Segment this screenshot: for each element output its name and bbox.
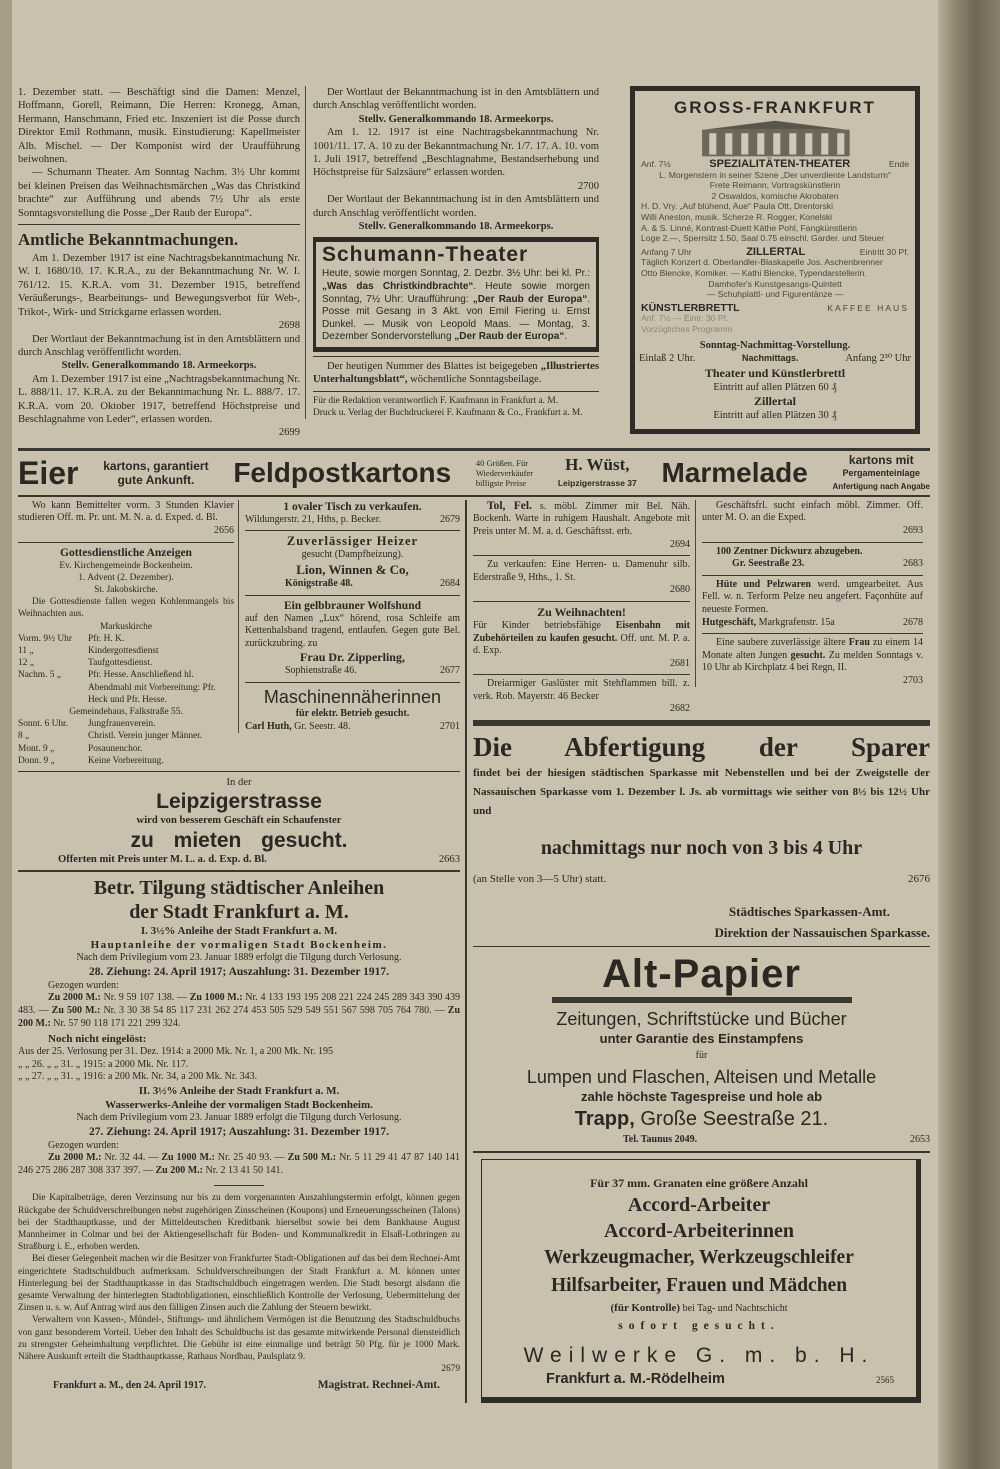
- altpapier-ad: [473, 951, 930, 1146]
- service-time: Vorm. 9½ Uhr: [18, 633, 72, 644]
- service-desc: Pfr. Hesse. Anschließend hl. Abendmahl mit Vorbereitung: Pfr. Heck und Pfr. Hesse.: [88, 670, 216, 705]
- zillertal-title: ZILLERTAL: [746, 245, 806, 258]
- play-title: „Der Raub der Europa“: [454, 331, 565, 343]
- ad-number: 2703: [903, 674, 923, 686]
- venue-title: Theater und Künstlerbrettl: [704, 365, 846, 380]
- banner-address: Leipzigerstrasse 37: [557, 478, 637, 489]
- theater-title: SPEZIALITÄTEN-THEATER: [709, 158, 851, 170]
- banner-wuest: H. Wüst,: [565, 455, 630, 475]
- amtliche-continued: [313, 86, 599, 233]
- ad-text: Zeitungen, Schriftstücke und Bücher: [556, 1009, 847, 1030]
- service-time: Nachm. 5 „: [18, 670, 61, 681]
- play-title: „Der Raub der Europa“: [472, 293, 588, 305]
- drawn-numbers: Nr. 4 133 193 195 208 221 224 245 289 343 390 439 483. —: [18, 992, 460, 1016]
- ad-number: 2700: [577, 180, 599, 192]
- service-time: 12 „: [18, 658, 34, 669]
- top-column-2: [305, 86, 605, 419]
- right-column: [465, 500, 930, 1403]
- drawing-date: 28. Ziehung: 24. April 1917; Auszahlung: 31. Dezember 1917.: [88, 965, 390, 978]
- program-line: Anf. 7½ — Eintr. 30 Pf.: [641, 313, 729, 324]
- program-line: A. & S. Linné, Kontrast-Duett Käthe Pohl, Fangkünstlerin: [641, 222, 857, 233]
- denomination: Zu 2000 M.:: [48, 1152, 102, 1164]
- ad-headline: Werkzeugmacher, Werkzeugschleifer: [544, 1246, 854, 1268]
- theater-note-1: 1. Dezember statt. — Beschäftigt sind die Damen: Menzel, Hoffmann, Gorell, Reimann, Die Herren: Kronegg, Aman, Hermann, Hanschmann, Fried etc. Inszeniert ist die Posse durch Direktor Emil Rothmann, musik. Einstudierung: Kapellmeister Alb. Mischel. — Der Komponist wird der Uraufführung beiwohnen.: [18, 87, 300, 166]
- venue-title: Zillertal: [754, 394, 796, 409]
- ad-text: . Posse mit Gesang in 3 Akt. von Emil Fiering u. Ernst Dunkel. — Musik von Leopold Maas. — Montag, 3. Dezember Sondervorstellung: [322, 293, 590, 343]
- admission: Eintritt auf allen Plätzen 30 ₰: [713, 410, 837, 422]
- ad-title: Schumann-Theater: [322, 243, 529, 267]
- ad-number: 2653: [910, 1134, 930, 1146]
- service-schedule: [18, 718, 234, 767]
- notice-text: Der Wortlaut der Bekanntmachung ist in den Amtsblättern und durch Anschlag veröffentlicht worden.: [313, 194, 599, 219]
- notice-signature: Städtisches Sparkassen-Amt.: [728, 904, 890, 920]
- ad-headline: Accord-Arbeiter: [627, 1193, 771, 1216]
- ad-title: Hüte und Pelzwaren: [716, 578, 811, 590]
- drawn-numbers: Nr. 9 59 107 138. —: [103, 992, 190, 1004]
- ad-text: auf den Namen „Lux“ hörend, rosa Schleife am Kettenhalsband tragend, entlaufen. Gegen gute Bel. zurückzubring. zu: [245, 612, 460, 649]
- theater-notes: [18, 86, 300, 220]
- banner-text: Pergamenteinlage: [842, 467, 921, 478]
- ad-highlight: gesucht.: [790, 649, 826, 661]
- ad-number: 2699: [278, 427, 300, 439]
- loan-subtitle: Wasserwerks-Anleihe der vormaligen Stadt Bockenheim.: [105, 1098, 373, 1111]
- admission: Eintritt 30 Pf.: [859, 246, 909, 257]
- banner-feldpostkartons: Feldpostkartons: [233, 456, 452, 488]
- ad-address: Sophienstraße 46.: [285, 665, 357, 677]
- ad-number: 2681: [670, 657, 690, 669]
- banner-text: 40 Größen. Für: [475, 457, 529, 468]
- ad-title: Tol, Fel.: [487, 499, 532, 512]
- ad-address: Frankfurt a. M.-Rödelheim: [546, 1370, 725, 1387]
- tilgung-notice: [18, 876, 460, 1393]
- ad-text: für elektr. Betrieb gesucht.: [295, 707, 410, 719]
- entry-time: Einlaß 2 Uhr.: [639, 353, 696, 365]
- ad-text: . Heute sowie morgen Sonntag, 7½ Uhr: Uraufführung:: [322, 281, 590, 305]
- banner-text: Anfertigung nach Angabe: [832, 481, 930, 491]
- note-text: wöchentliche Sonntagsbeilage.: [407, 374, 542, 386]
- denomination: Zu 2000 M.:: [48, 992, 101, 1004]
- theater-building-illustration: [675, 119, 875, 159]
- program-line: Frete Reimann, Vortragskünstlerin: [709, 180, 841, 191]
- ad-address: Wildungerstr. 21, Hths, p. Becker.: [245, 513, 381, 525]
- notice-text: Am 1. Dezember 1917 ist eine Nachtragsbekanntmachung Nr. W. I. 1680/10. 17. K.R.A., zu der Bekanntmachung Nr. W. I. 761/12. 15. K.R.A. vom 31. Dezember 1915, betreffend Veräußerungs-, Bearbeitungs- und Bewegungsverbot für Web-, Trikot-, Wirk- und Strickgarne erlassen worden.: [18, 253, 300, 318]
- drawn-numbers: Nr. 3 30 38 54 85 117 231 262 274 453 505 529 549 551 567 598 705 764 780. —: [103, 1004, 448, 1016]
- notice-heading: Betr. Tilgung städtischer Anleihen: [93, 877, 385, 900]
- ad-text: Offerten mit Preis unter M. L. a. d. Exp. d. Bl.: [58, 853, 267, 865]
- ad-text: s. möbl. Zimmer mit Bel. Näh. Bockenh. Warte in ruhigem Haushalt. Angebote mit Preis unter M. M. a. d. Geschäftsst. erb.: [473, 500, 690, 537]
- end-time: Ende: [888, 159, 909, 169]
- ad-text: Wo kann Bemittelter vorm. 3 Stunden Klavier studieren Off. m. Pr. unt. M. N. a. d. Exped. d. Bl.: [18, 499, 234, 524]
- notice-text: Verwaltern von Kassen-, Mündel-, Stiftungs- und ähnlichem Vermögen ist die Benutzung des Stadtschuldbuchs von ganz besonderem Vorteil. Ueber den Inhalt des Schuldbuchs ist das gesamte mitwirkende Personal diensteidlich zu strengster Geheimhaltung verpflichtet. Die Gebühr ist eine einmalige und beträgt 50 Pfg. für je 1000 Mark. Nähere Auskunft erteilt die Stadthauptkasse, Rathaus Nordbau, Paulsplatz 9.: [18, 1315, 460, 1362]
- drawn-numbers: Nr. 57 90 118 171 221 299 324.: [53, 1017, 181, 1029]
- notice-text: Gezogen wurden:: [48, 1139, 119, 1151]
- ad-number: 2663: [438, 853, 460, 865]
- ad-number: 2656: [214, 524, 234, 536]
- section-heading: Amtliche Bekanntmachungen.: [18, 230, 239, 250]
- imprint: [313, 395, 599, 419]
- denomination: Zu 200 M.:: [18, 1004, 461, 1029]
- ad-title: Zu Weihnachten!: [537, 604, 626, 619]
- notice-heading: der Stadt Frankfurt a. M.: [129, 901, 349, 924]
- denomination: Zu 200 M.:: [155, 1164, 203, 1176]
- drawn-numbers: Nr. 2 13 41 50 141.: [205, 1164, 283, 1176]
- ad-text: Off. unt. M. P. a. d. Exp.: [473, 632, 690, 657]
- ad-title: Maschinennäherinnen: [263, 686, 442, 707]
- classifieds-left-b: [238, 500, 460, 733]
- sparkasse-notice: [473, 730, 930, 942]
- notice-text: Die Kapitalbeträge, deren Verzinsung nur bis zu dem vorgenannten Auszahlungstermin erfolgt, können gegen Rückgabe der Schuldverschreibungen nebst zugehörigen Zinsscheinen (Koupons) und Erneuerungsscheinen (Talons) bei der Stadthauptkasse, und der Mitteldeutschen Kreditbank hierselbst sowie bei dem Bankhause August Mannheimer in Colmar und bei der Aktiengesellschaft für Boden- und Kommunalkredit in Elsaß-Lothringen zu Straßburg i. E., erhoben werden.: [18, 1193, 460, 1253]
- notice-signature: Stellv. Generalkommando 18. Armeekorps.: [358, 221, 554, 233]
- ad-title: Leipzigerstrasse: [156, 790, 322, 814]
- ad-address: Gr. Seestraße 23.: [732, 558, 805, 570]
- amtliche-bekanntmachungen: [18, 228, 300, 440]
- ad-text: gesucht (Dampfheizung).: [301, 549, 404, 561]
- ad-name: Frau Dr. Zipperling,: [300, 650, 405, 665]
- ad-highlight: Frau: [848, 637, 870, 649]
- ad-text: bei Tag- und Nachtschicht: [680, 1302, 788, 1314]
- notice-text: Nach dem Privilegium vom 23. Januar 1889 erfolgt die Tilgung durch Verlosung.: [76, 952, 402, 964]
- page-edge-left: [0, 0, 12, 1469]
- service-desc: Pfr. H. K.: [88, 633, 125, 644]
- ad-text: sofort gesucht.: [618, 1319, 780, 1332]
- ad-text: Heute, sowie morgen Sonntag, 2. Dezbr. 3½ Uhr: bei kl. Pr.:: [322, 268, 590, 280]
- ad-number: 2694: [670, 538, 690, 550]
- ad-address: Königstraße 48.: [285, 577, 353, 589]
- notice-text: Am 1. Dezember 1917 ist eine „Nachtragsbekanntmachung Nr. L. 888/11. 17. K.R.A. zu der Bekanntmachung Nr. L. 888/7. 17. K.R.A. vom 20. Oktober 1917, betreffend Höchstpreise und Beschlagnahme von Leder“, erlassen worden.: [18, 373, 300, 425]
- service-time: Sonnt. 6 Uhr.: [18, 719, 69, 730]
- notice-text: (an Stelle von 3—5 Uhr) statt.: [473, 873, 607, 886]
- kuenstlerbrettl-title: KÜNSTLERBRETTL: [641, 301, 740, 314]
- gross-frankfurt-ad: [630, 86, 920, 434]
- banner-text: kartons, garantiert: [103, 458, 209, 473]
- ad-headline: zu mieten gesucht.: [130, 828, 348, 852]
- ad-text: Dreiarmiger Gaslüster mit Stehflammen bill. z. verk. Rob. Mayerstr. 46 Becker: [473, 678, 690, 702]
- ad-number: 2693: [903, 524, 923, 536]
- ad-highlight: Eisenbahn mit Zubehörteilen zu kaufen gesucht.: [473, 619, 690, 644]
- program-line: Täglich Konzert d. Oberlandler-Blaskapelle Jos. Aschenbrenner: [641, 257, 883, 268]
- service-desc: Keine Vorbereitung.: [88, 755, 164, 766]
- theater-note-2: — Schumann Theater. Am Sonntag Nachm. 3½ Uhr kommt bei kleinen Preisen das Weihnachtsmärchen „Was das Christkind brachte“ zur Aufführung und abends 7½ Uhr als erste Sonntagsvorstellung die Posse „Der Raub der Europa“.: [18, 167, 300, 219]
- church-line: 1. Advent (2. Dezember).: [78, 572, 174, 583]
- service-time: 8 „: [18, 731, 30, 742]
- notice-text: Nach dem Privilegium vom 23. Januar 1889 erfolgt die Tilgung durch Verlosung.: [76, 1111, 402, 1123]
- ad-text: (für Kontrolle): [610, 1301, 681, 1314]
- weilwerke-ad: [481, 1159, 921, 1403]
- denomination: Zu 500 M.:: [287, 1152, 337, 1164]
- top-column-1: [18, 86, 305, 440]
- loan-subtitle: Hauptanleihe der vormaligen Stadt Bockenheim.: [90, 939, 388, 952]
- ad-text: Für Kinder betriebsfähige: [473, 619, 616, 631]
- beilage-note: [313, 360, 599, 387]
- ad-text: werd. umgearbeitet. Aus Fell. w. n. Terform Pelze neu angefert. Façonhüte auf neueste Formen.: [702, 578, 923, 615]
- drawing-date: 27. Ziehung: 24. April 1917; Auszahlung: 31. Dezember 1917.: [88, 1125, 390, 1138]
- ad-title: Alt-Papier: [602, 952, 801, 997]
- ad-number: 2683: [903, 558, 923, 570]
- ad-address: Große Seestraße 21.: [634, 1108, 829, 1131]
- notice-text: Gezogen wurden:: [48, 979, 119, 991]
- ad-text: Für 37 mm. Granaten eine größere Anzahl: [590, 1175, 808, 1190]
- service-time: Mont. 9 „: [18, 743, 55, 754]
- ad-number: 2677: [440, 665, 460, 677]
- ad-number: 2680: [670, 584, 690, 596]
- loan-title: I. 3½% Anleihe der Stadt Frankfurt a. M.: [140, 925, 338, 938]
- denomination: Zu 500 M.:: [51, 1004, 101, 1016]
- ad-number: 2679: [440, 513, 460, 525]
- ad-text: zahle höchste Tagespreise und hole ab: [580, 1089, 823, 1105]
- service-desc: Christl. Verein junger Männer.: [88, 731, 203, 742]
- service-desc: Kindergottesdienst: [88, 645, 159, 656]
- ad-title: Zuverlässiger Heizer: [286, 534, 419, 549]
- imprint-line: Druck u. Verlag der Buchdruckerei F. Kaufmann & Co., Frankfurt a. M.: [313, 408, 583, 419]
- ad-address: Gr. Seestr. 48.: [294, 720, 351, 732]
- top-section: [18, 86, 930, 440]
- service-desc: Taufgottesdienst.: [88, 658, 153, 669]
- start-time: Anfang 7 Uhr: [641, 246, 692, 257]
- ad-text: unter Garantie des Einstampfens: [599, 1031, 804, 1047]
- program-line: 2 Oswaldos, komische Akrobaten: [711, 190, 839, 201]
- church-line: Ev. Kirchengemeinde Bockenheim.: [59, 560, 193, 571]
- advertising-banner: [18, 448, 930, 497]
- unredeemed-row: „ „ 27. „ „ 31. „ 1916: a 200 Mk. Nr. 34, a 200 Mk. Nr. 343.: [18, 1071, 258, 1083]
- drawn-numbers: Nr. 32 44. —: [104, 1152, 162, 1164]
- church-notices-title: Gottesdienstliche Anzeigen: [60, 546, 192, 559]
- notice-heading: Die Abfertigung der Sparer: [473, 732, 930, 763]
- denomination: Zu 1000 M.:: [161, 1152, 215, 1164]
- notice-signature: Direktion der Nassauischen Sparkasse.: [714, 925, 930, 941]
- notice-signature: Stellv. Generalkommando 18. Armeekorps.: [61, 360, 257, 372]
- ad-firm: Hutgeschäft,: [702, 616, 757, 628]
- program-line: Willi Aneston, musik. Scherze R. Rogger, Konelski: [641, 211, 833, 222]
- notice-headline: nachmittags nur noch von 3 bis 4 Uhr: [540, 837, 863, 860]
- ad-text: .: [564, 331, 568, 343]
- theater-logo: GROSS-FRANKFURT: [674, 98, 876, 117]
- program-line: H. D. Vry. „Auf blühend, Aue“ Paula Ott, Drentorski: [641, 201, 834, 212]
- service-desc: Posaunenchor.: [88, 743, 143, 754]
- ad-headline: Accord-Arbeiterinnen: [604, 1219, 794, 1242]
- ad-address: Markgrafenstr. 15a: [756, 616, 835, 628]
- ad-number: 2682: [670, 703, 690, 715]
- prices-line: Loge 2.—, Sperrsitz 1.50, Saal 0.75 einschl. Garder. und Steuer: [641, 233, 885, 244]
- denomination: Zu 1000 M.:: [189, 992, 243, 1004]
- notice-text: Der Wortlaut der Bekanntmachung ist in den Amtsblättern und durch Anschlag veröffentlicht worden.: [313, 87, 599, 112]
- ad-phone: Tel. Taunus 2049.: [623, 1134, 698, 1146]
- ad-number: 2684: [440, 577, 460, 589]
- classifieds-right-a: [473, 500, 695, 716]
- left-column: [18, 500, 465, 1393]
- church-line: Markuskirche: [99, 621, 153, 632]
- drawn-numbers: Nr. 5 11 29 41 47 87 140 141 246 275 286 287 308 337 397. —: [18, 1152, 461, 1176]
- cafe-title: KAFFEE HAUS: [827, 302, 909, 313]
- ad-title: 100 Zentner Dickwurz abzugeben.: [716, 545, 863, 557]
- ad-number: 2679: [441, 1364, 460, 1375]
- banner-text: kartons mit: [848, 452, 914, 467]
- lower-section: [18, 500, 930, 1403]
- imprint-line: Für die Redaktion verantwortlich F. Kaufmann in Frankfurt a. M.: [313, 395, 559, 406]
- service-time: Donn. 9 „: [18, 755, 55, 766]
- notice-subheading: Noch nicht eingelöst:: [48, 1033, 147, 1046]
- ad-text: zu einem 14 Monate alten Jungen: [702, 637, 923, 661]
- leipzigerstrasse-ad: [18, 776, 460, 866]
- matinee-title: Sonntag-Nachmittag-Vorstellung.: [699, 339, 851, 351]
- church-line: Gemeindehaus, Falkstraße 55.: [69, 706, 183, 717]
- service-schedule: [18, 633, 234, 706]
- unredeemed-row: „ „ 26. „ „ 31. „ 1915: a 2000 Mk. Nr. 117.: [18, 1058, 189, 1070]
- banner-text: gute Ankunft.: [117, 472, 195, 487]
- notice-text: Der Wortlaut der Bekanntmachung ist in den Amtsblättern und durch Anschlag veröffentlicht worden.: [18, 333, 300, 358]
- supplement-title: „Illustriertes Unterhaltungsblatt“,: [313, 361, 599, 386]
- play-title: „Was das Christkindbrachte“: [322, 281, 474, 293]
- matinee-label: Nachmittags.: [742, 353, 799, 364]
- ad-title: 1 ovaler Tisch zu verkaufen.: [283, 500, 422, 513]
- ad-firm: Lion, Winnen & Co,: [296, 561, 409, 577]
- notice-text: findet bei der hiesigen städtischen Sparkasse mit Nebenstellen und bei der Zweigstelle der Nassauischen Sparkasse vom 1. Dezember l. Js. ab vormittags wie seither von 8½ bis 12½ Uhr und: [473, 767, 930, 818]
- ad-text: wird von besserem Geschäft ein Schaufenster: [136, 815, 342, 827]
- ad-firm: Trapp,: [574, 1108, 635, 1131]
- ad-text: Lumpen und Flaschen, Alteisen und Metalle: [526, 1067, 877, 1088]
- ad-number: 2698: [278, 320, 300, 332]
- notice-date: Frankfurt a. M., den 24. April 1917.: [53, 1380, 207, 1392]
- program-line: Vorzügliches Programm: [641, 323, 733, 334]
- ad-headline: Hilfsarbeiter, Frauen und Mädchen: [550, 1274, 848, 1296]
- ad-number: 2701: [440, 720, 460, 732]
- admission: Eintritt auf allen Plätzen 60 ₰: [713, 381, 837, 393]
- ad-text: Eine saubere zuverlässige ältere: [716, 637, 849, 649]
- notice-signature: Stellv. Generalkommando 18. Armeekorps.: [358, 113, 554, 125]
- note-text: Der heutigen Nummer des Blattes ist beigegeben: [327, 361, 541, 373]
- church-line: St. Jakobskirche.: [94, 584, 158, 595]
- banner-text: billigste Preise: [475, 477, 527, 488]
- schumann-theater-ad: [313, 237, 599, 352]
- drawn-numbers: Nr. 25 40 93. —: [217, 1152, 288, 1164]
- ad-text: Zu melden Sonntags v. 10 Uhr ab Kirchplatz 4 bei Regn, II.: [702, 649, 924, 674]
- notice-signature: Magistrat. Rechnei-Amt.: [317, 1379, 440, 1392]
- ad-number: 2676: [908, 873, 930, 886]
- program-line: Otto Blencke, Komiker. — Kathi Blencke, Typendarstellerin.: [641, 267, 867, 278]
- ad-text: Geschäftsfrl. sucht einfach möbl. Zimmer. Off. unter M. O. an die Exped.: [702, 499, 923, 524]
- start-time: Anf. 7½: [641, 159, 671, 169]
- classifieds-right-b: [695, 500, 923, 688]
- ad-firm: Carl Huth,: [245, 720, 292, 732]
- ad-number: 2678: [903, 616, 923, 628]
- notice-text: Bei dieser Gelegenheit machen wir die Besitzer von Frankfurter Stadt-Obligationen auf das bei dem Rechnei-Amt eingerichtete Stadtschuldbuch aufmerksam. Schuldverschreibungen der Stadt Frankfurt a. M. können unter Hinterlegung bei der Stadthauptkasse in das Stadtschuldbuch eingetragen werden. Die Stadt besorgt alsdann die gesamte Verwaltung der hinterlegten Stadtobligationen, einschließlich Kontrolle der Verlosung, Uebermittelung der Zinsen u. s. w. Auf Antrag wird aus den fälligen Zinsen auch die Zahlung der Steuern bewirkt.: [18, 1254, 460, 1314]
- ad-text: Zu verkaufen: Eine Herren- u. Damenuhr silb. Ederstraße 9, Hths., 1. St.: [473, 559, 690, 583]
- classifieds-left-a: [18, 500, 238, 767]
- banner-text: Wiederverkäufer: [475, 467, 534, 478]
- banner-eier: Eier: [18, 454, 79, 491]
- ad-text: In der: [226, 776, 252, 788]
- program-line: — Schuhplattl- und Figurentänze —: [706, 289, 844, 300]
- service-desc: Jungfrauenverein.: [88, 719, 156, 730]
- church-line: Die Gottesdienste fallen wegen Kohlenmangels bis Weihnachten aus.: [18, 597, 234, 620]
- ad-firm: Weilwerke G. m. b. H.: [523, 1343, 875, 1367]
- program-line: Damhofer's Kunstgesangs-Quintett: [708, 278, 842, 289]
- loan-title: II. 3½% Anleihe der Stadt Frankfurt a. M.: [138, 1084, 340, 1097]
- unredeemed-row: Aus der 25. Verlosung per 31. Dez. 1914: a 2000 Mk. Nr. 1, a 200 Mk. Nr. 195: [18, 1046, 334, 1058]
- service-time: 11 „: [18, 645, 34, 656]
- program-line: L. Morgenstern in seiner Szene „Der unverdiente Landsturm“: [659, 169, 891, 180]
- ad-text: für: [695, 1050, 708, 1062]
- notice-text: Am 1. 12. 1917 ist eine Nachtragsbekanntmachung Nr. 1001/11. 17. A. 10 zu der Bekanntmachung Nr. 1/7. 17. A. 10. vom 1. Juli 1917, betreffend „Beschlagnahme, Bestandserhebung und Höchstpreise für Salzsäure“ erlassen worden.: [313, 127, 599, 179]
- banner-marmelade: Marmelade: [661, 456, 808, 488]
- book-binding-edge: [938, 0, 1000, 1469]
- start-time: Anfang 2³⁰ Uhr: [845, 353, 911, 365]
- ad-title: Ein gelbbrauner Wolfshund: [284, 599, 421, 612]
- ad-number: 2565: [876, 1374, 894, 1385]
